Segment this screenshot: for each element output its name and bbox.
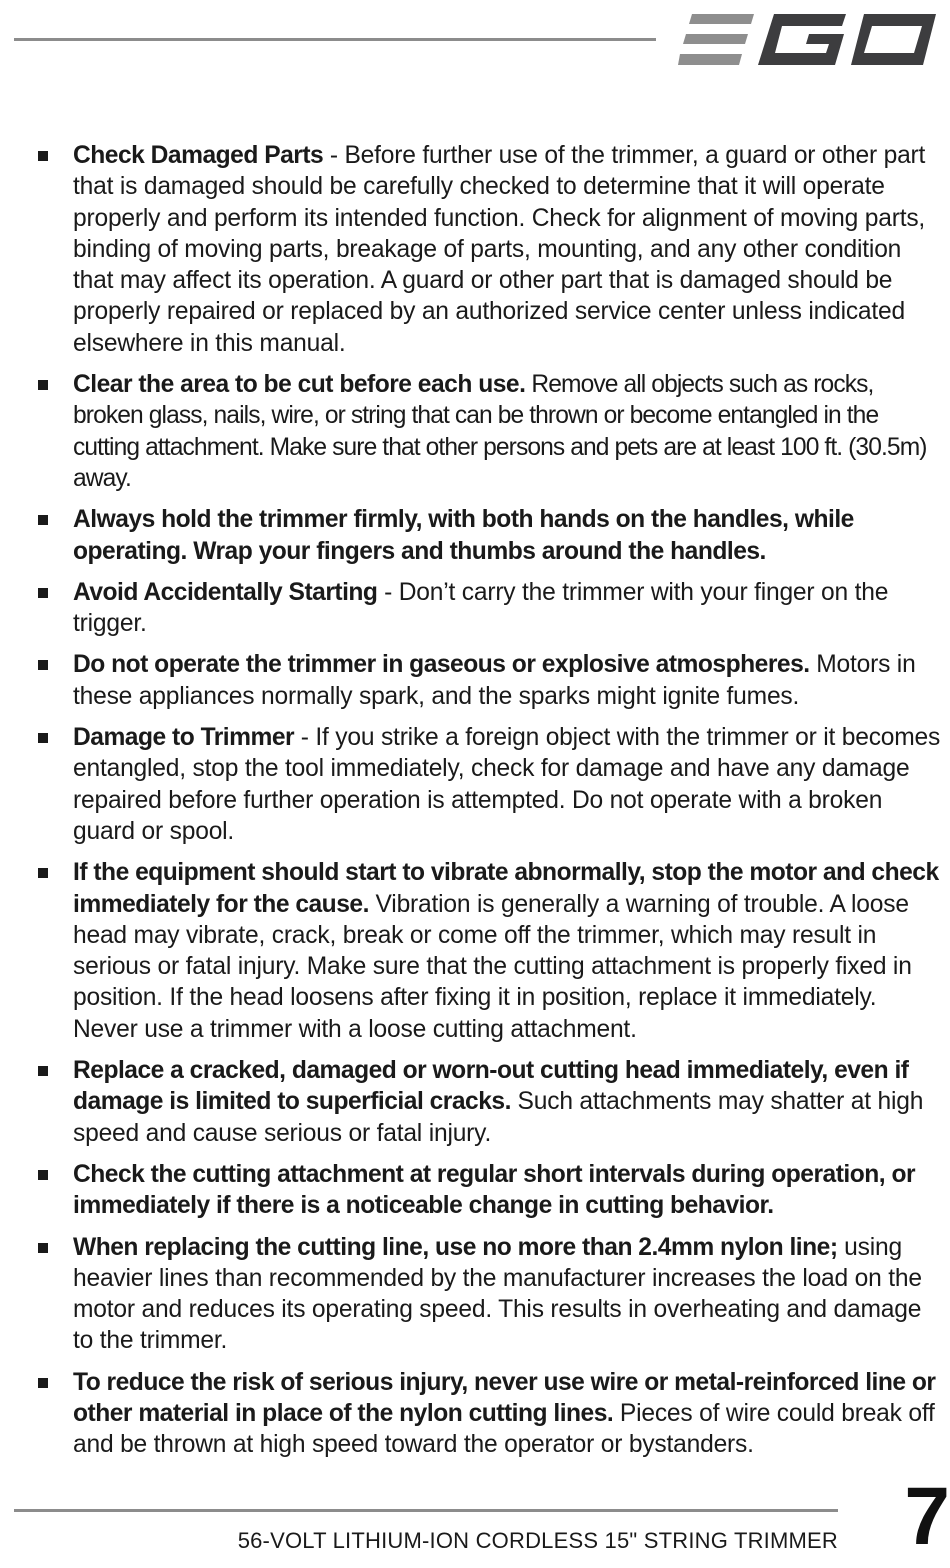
item-text: - If you strike a foreign object with the trimmer or it becomes entangled, stop the tool immediately, check for damage and have any damage repaired before further operation is attempted. Do not operate with a broken guard or spool. [73,724,941,845]
list-item [36,577,944,640]
bullet-square [38,151,48,161]
list-item [36,722,944,847]
list-item [36,1055,944,1149]
bullet-square [38,588,48,598]
footer-rule [14,1509,838,1512]
item-lead: To reduce the risk of serious injury, never use wire or metal-reinforced line or other material in place of the nylon cutting lines. [73,1368,936,1427]
list-item [36,1159,944,1222]
safety-rules-list [36,140,944,1471]
item-text: - Before further use of the trimmer, a guard or other part that is damaged should be carefully checked to determine that it will operate properly and perform its intended function. Check for alignment of moving parts, binding of moving parts, breakage of parts, mounting, and any other condition that may affect its operation. A guard or other part that is damaged should be properly repaired or replaced by an authorized service center unless indicated elsewhere in this manual. [73,142,926,357]
list-item [36,504,944,567]
item-text: - Don’t carry the trimmer with your finger on the trigger. [73,578,889,638]
bullet-square [38,868,48,878]
list-item [36,857,944,1045]
bullet-square [38,660,48,670]
bullet-square [38,380,48,390]
list-item [36,140,944,359]
item-text: Remove all objects such as rocks, broken glass, nails, wire, or string that can be thrown or become entangled in the cutting attachment. Make sure that other persons and pets are at least 100 ft. (30.5m) away. [73,371,927,492]
item-lead: Check the cutting attachment at regular short intervals during operation, or immediately if there is a noticeable change in cutting behavior. [73,1160,916,1220]
item-text: Such attachments may shatter at high speed and cause serious or fatal injury. [73,1088,924,1147]
item-lead: When replacing the cutting line, use no more than 2.4mm nylon line; [73,1233,838,1261]
list-item [36,649,944,712]
bullet-square [38,515,48,525]
ego-logo [678,10,936,70]
page-number: 7 [904,1471,950,1562]
item-text: using heavier lines than recommended by the manufacturer increases the load on the motor and reduces its operating speed. This results in overheating and damage to the trimmer. [73,1233,922,1355]
item-text: Pieces of wire could break off and be thrown at high speed toward the operator or bystanders. [73,1399,935,1459]
bullet-square [38,1066,48,1076]
header-rule [14,38,656,41]
item-lead: Clear the area to be cut before each use. [73,371,526,399]
item-lead: Always hold the trimmer firmly, with both hands on the handles, while operating. Wrap your fingers and thumbs around the handles. [73,506,854,565]
item-lead: Do not operate the trimmer in gaseous or explosive atmospheres. [73,651,810,679]
item-text: Vibration is generally a warning of trouble. A loose head may vibrate, crack, break or come off the trimmer, which may result in serious or fatal injury. Make sure that the cutting attachment is properly fixed in position. If the head loosens after fixing it in position, replace it immediately. Never use a trimmer with a loose cutting attachment. [73,890,912,1043]
list-item [36,1232,944,1357]
bullet-square [38,1170,48,1180]
item-lead: If the equipment should start to vibrate abnormally, stop the motor and check immediately for the cause. [73,859,939,918]
item-lead: Avoid Accidentally Starting [73,578,378,606]
footer-product-title: 56-VOLT LITHIUM-ION CORDLESS 15" STRING TRIMMER [237,1528,838,1553]
item-lead: Damage to Trimmer [73,724,295,752]
item-lead: Check Damaged Parts [73,142,324,169]
item-text: Motors in these appliances normally spark, and the sparks might ignite fumes. [73,651,916,710]
bullet-square [38,1243,48,1253]
item-lead: Replace a cracked, damaged or worn-out cutting head immediately, even if damage is limited to superficial cracks. [73,1057,909,1116]
bullet-square [38,1378,48,1388]
list-item [36,1367,944,1461]
list-item [36,369,944,494]
bullet-square [38,733,48,743]
